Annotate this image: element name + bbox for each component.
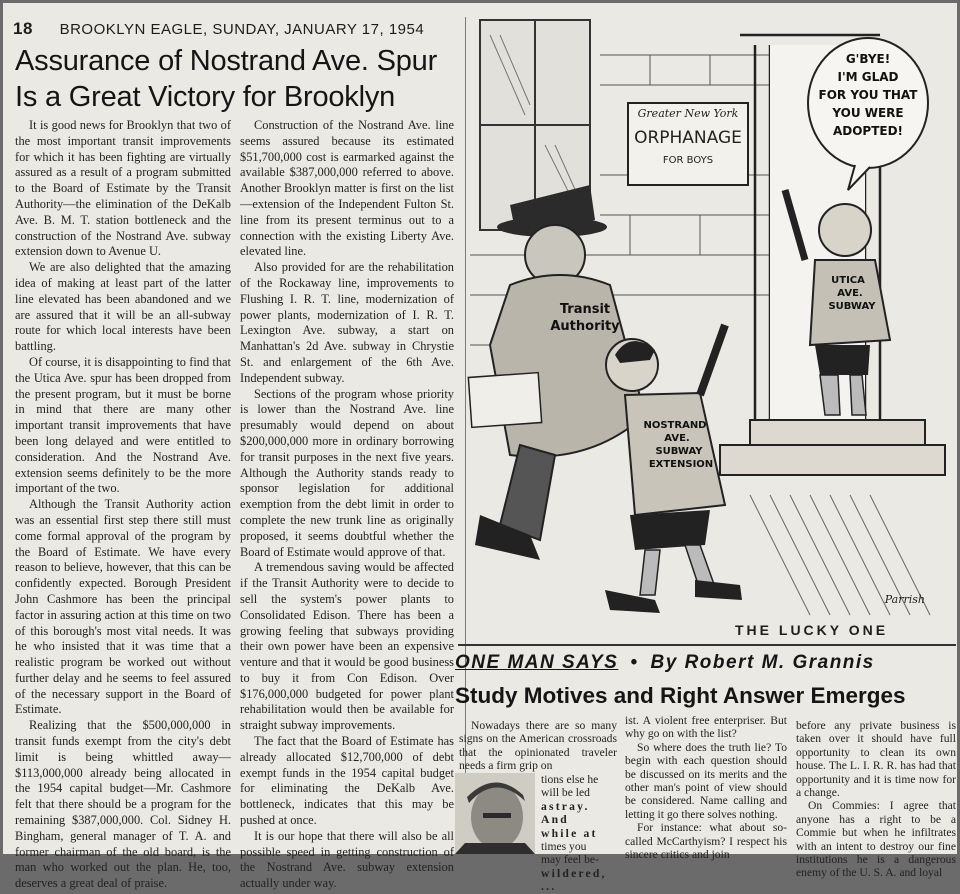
man-label-line: Authority	[550, 319, 620, 334]
sign-main-text: ORPHANAGE	[634, 128, 742, 148]
paragraph: We are also delighted that the amazing idea of making at least part of the latter line elevated has been abandoned and we are assured that it will be an all-subway route for which local interests have been battling.	[15, 260, 231, 354]
paragraph: Sections of the program whose priority is lower than the Nostrand Ave. line presumably would depend on about $200,000,000 more in ordinary borrowing for transit purposes in the next five years. Although the Authority stands ready to sponsor legislation for additional exemption from the debt limit in order to complete the new trunk line as originally proposed, it seems doubtful whether the Board of Estimate would approve of that.	[240, 386, 454, 559]
balloon-line: G'BYE!	[845, 52, 891, 66]
front-steps	[720, 420, 945, 475]
nostrand-label-line: NOSTRAND	[643, 420, 707, 431]
paragraph: Of course, it is disappointing to find that the Utica Ave. spur has been dropped from the present program, but it must be borne in mind that there are many other important transit improvements that have been long delayed and were entitled to consideration. And the Nostrand Ave. extension seems definitely to be the more important of the two.	[15, 354, 231, 496]
column-text-wrap	[541, 773, 619, 894]
headline-line-1: Assurance of Nostrand Ave. Spur	[15, 45, 438, 77]
editorial-column-1	[15, 118, 231, 892]
column-headline: Study Motives and Right Answer Emerges	[455, 683, 906, 708]
page-header	[13, 19, 453, 41]
sign-sub-text: FOR BOYS	[662, 155, 714, 166]
paragraph: before any private business is taken over it should have full opportunity to clean its own house. The L. I. R. R. has had that opportunity and it is time now for a change.	[796, 719, 956, 800]
column-series-title: ONE MAN SAYS	[455, 652, 619, 673]
column-text-3	[796, 719, 956, 880]
nostrand-label-line: AVE.	[664, 433, 690, 444]
paragraph: For instance: what about so-called McCarthyism? I respect his sincere critics and join	[625, 821, 787, 862]
utica-label-line: AVE.	[837, 288, 863, 299]
sign-top-text: Greater New York	[637, 107, 739, 120]
column-text-2	[625, 714, 787, 861]
paragraph: It is good news for Brooklyn that two of the most important transit improvements for which it has been fighting are virtually assured as a result of a program submitted to the Board of Estimate by the Transit Authority—the elimination of the DeKalb Ave. B. M. T. station bottleneck and the construction of the Nostrand Ave. subway extension down to Avenue U.	[15, 118, 231, 259]
paragraph: A tremendous saving would be affected if the Transit Authority were to decide to sell the system's power plants to Consolidated Edison. There has been a growing feeling that subways providing their own power have been an expensive venture and that it would be good business to buy it from Con Edison. Over $176,000,000 budgeted for power plant rehabilitation would then be available for straight subway improvements.	[240, 560, 454, 733]
paragraph: Also provided for are the rehabilitation of the Rockaway line, improvements to Flushing I. R. T. line, modernization of power plants, modernization of I. R. T. Lexington Ave. subway, a start on Manhattan's 2d Ave. subway in Chrystie St. and enlargement of the 6th Ave. Independent subway.	[240, 260, 454, 385]
paragraph: It is our hope that there will also be all possible speed in getting construction of the Nostrand Ave. subway extension actually under way.	[240, 828, 454, 891]
paragraph: So where does the truth lie? To begin with each question should be discussed on its merits and the other man's point of view should be considered. Name calling and letting it go there solves nothing.	[625, 740, 787, 821]
nostrand-label-line: SUBWAY	[655, 446, 703, 457]
editorial-cartoon	[470, 15, 950, 615]
paragraph: On Commies: I agree that anyone has a right to be a Commie but when he infiltrates with an intent to destroy our fine institutions he is a dangerous enemy of the U. S. A. and loyal	[796, 799, 956, 880]
wrap-line: while at	[541, 826, 598, 840]
utica-label-line: UTICA	[831, 275, 865, 286]
wrap-line: wildered, ...	[541, 866, 607, 894]
author-photo	[455, 773, 535, 854]
paragraph: Realizing that the $500,000,000 in transit funds exempt from the city's debt limit is being whittled away—$113,000,000 already being allocated in the 1954 capital budget—Mr. Cashmore felt that there should be a program for the remaining $387,000,000. Col. Sidney H. Bingham, general manager of T. A. and former chairman of the old board, is the man who worked out the plan. He, too, deserves a great deal of praise.	[15, 718, 231, 891]
cartoon-caption: THE LUCKY ONE	[735, 622, 889, 638]
paragraph: The fact that the Board of Estimate has already allocated $12,700,000 of debt exempt funds in the 1954 capital budget for eliminating the DeKalb Ave. bottleneck, indicates that this may be pushed at once.	[240, 734, 454, 828]
wrap-line: times you	[541, 840, 587, 854]
paragraph: Construction of the Nostrand Ave. line seems assured because its estimated $51,700,000 cost is earmarked against the available $387,000,000 referred to above. Another Brooklyn matter is first on the list—extension of the Independent Fulton St. line from its present terminus out to a connection with the existing Liberty Ave. elevated line.	[240, 118, 454, 259]
wrap-line: tions else he	[541, 773, 599, 786]
paragraph: Although the Transit Authority action was an essential first step there still must come formal approval of the program by the Board of Estimate. We have every reason to believe, however, that this can be confidently expected. Borough President John Cashmore has been the principal factor in assuring action at this time on two of this borough's most vital needs. It was he who insisted that it was time that a realistic program be worked out without further delay and he seems to feel assured of the necessary support in the Board of Estimate.	[15, 497, 231, 717]
headline-line-2: Is a Great Victory for Brooklyn	[15, 81, 396, 113]
author-byline: By Robert M. Grannis	[650, 652, 875, 673]
balloon-line: ADOPTED!	[832, 124, 904, 138]
balloon-line: FOR YOU THAT	[818, 88, 918, 102]
bullet-separator: •	[630, 652, 639, 673]
wrap-line: will be led	[541, 786, 590, 800]
column-text-1	[459, 719, 617, 773]
masthead-line: BROOKLYN EAGLE, SUNDAY, JANUARY 17, 1954	[59, 21, 425, 38]
utica-label-line: SUBWAY	[828, 301, 876, 312]
nostrand-label-line: EXTENSION	[648, 459, 714, 470]
artist-signature: Parrish	[884, 593, 925, 606]
balloon-line: YOU WERE	[832, 106, 904, 120]
wrap-line: may feel be-	[541, 853, 599, 867]
paragraph: ist. A violent free enterpriser. But why go on with the list?	[625, 714, 787, 741]
editorial-column-2	[240, 118, 454, 892]
newspaper-page	[3, 3, 957, 894]
column-byline	[455, 652, 955, 674]
section-rule	[458, 644, 956, 646]
balloon-line: I'M GLAD	[837, 70, 899, 84]
editorial-headline	[15, 43, 455, 115]
page-number: 18	[13, 19, 33, 38]
wrap-line: astray. And	[541, 799, 590, 827]
man-label-line: Transit	[559, 302, 611, 317]
paragraph: Nowadays there are so many signs on the American crossroads that the opinionated traveler needs a firm grip on	[459, 719, 617, 773]
